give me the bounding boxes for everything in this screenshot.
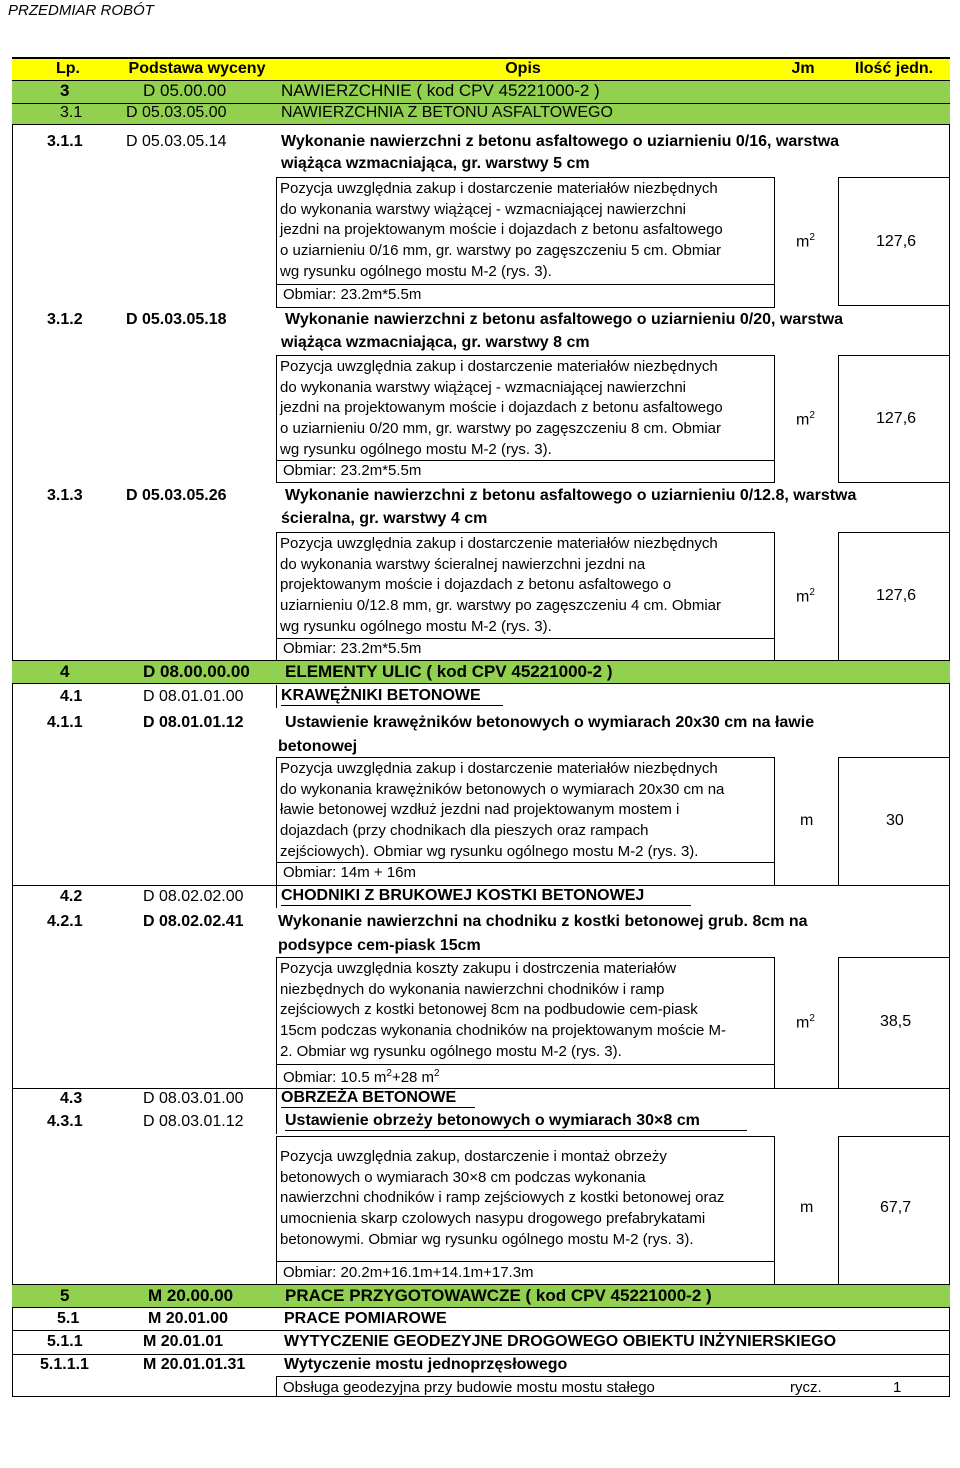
section-title: PRACE PRZYGOTOWAWCZE ( kod CPV 45221000-2 ) (285, 1286, 712, 1305)
subsection-lp: 4.2 (60, 888, 83, 905)
col-header-unit: Jm (791, 60, 815, 77)
position-title: Ustawienie obrzeży betonowych o wymiarach 30×8 cm (285, 1112, 747, 1131)
subsection-lp: 4.3 (60, 1090, 83, 1107)
subsection-title: KRAWĘŻNIKI BETONOWE (281, 687, 503, 706)
obmiar: Obmiar: 23.2m*5.5m (283, 286, 422, 303)
position-description: Pozycja uwzględnia zakup i dostarczenie materiałów niezbędnych do wykonania warstwy ścieralnej nawierzchni jezdni na projektowanym moście i dojazdach z betonu asfaltowego o uziarnieniu 0/12.8 mm, gr. warstwy po zagęszczeniu 4 cm. Obmiar wg rysunku ogólnego mostu M-2 (rys. 3). (280, 535, 722, 635)
subsection-code: M 20.01.01 (143, 1333, 224, 1350)
subsection-title: NAWIERZCHNIA Z BETONU ASFALTOWEGO (281, 104, 613, 121)
position-code: D 05.03.05.18 (126, 311, 227, 328)
section-code: M 20.00.00 (148, 1286, 234, 1305)
position-description: Pozycja uwzględnia zakup i dostarczenie materiałów niezbędnych do wykonania warstwy wiążącej - wzmacniającej nawierzchni jezdni na projektowanym moście i dojazdach z betonu asfaltowego o uziarnieniu 0/16 mm, gr. warstwy po zagęszczeniu 5 cm. Obmiar wg rysunku ogólnego mostu M-2 (rys. 3). (280, 180, 723, 280)
position-title: Wykonanie nawierzchni z betonu asfaltowego o uziarnieniu 0/20, warstwa (285, 311, 844, 328)
position-description: Pozycja uwzględnia koszty zakupu i dostrczenia materiałów niezbędnych do wykonania nawierzchni chodników i ramp zejściowych z kostki betonowej 8cm na podbudowie cem-piask 15cm podczas wykonania chodników na projektowanym moście M- 2. Obmiar wg rysunku ogólnego mostu M-2 (rys. 3). (280, 960, 727, 1060)
section-code: D 05.00.00 (143, 81, 227, 100)
page-title: PRZEDMIAR ROBÓT (8, 2, 154, 19)
col-header-description: Opis (505, 60, 541, 77)
unit-cell: $m^2$ (796, 1013, 815, 1032)
position-description: Pozycja uwzględnia zakup, dostarczenie i montaż obrzeży betonowych o wymiarach 30×8 cm podczas wykonania nawierzchni chodników i ramp zejściowych z kostki betonowej oraz umocnienia skarp czolowych nasypu drogowego prefabrykatami betonowymi. Obmiar wg rysunku ogólnego mostu M-2 (rys. 3). (280, 1148, 725, 1248)
quantity-cell: 127,6 (876, 410, 917, 427)
position-title: Ustawienie krawężników betonowych o wymiarach 20x30 cm na ławie (285, 714, 815, 731)
position-title-cont: podsypce cem-piask 15cm (278, 937, 481, 954)
position-title: Wytyczenie mostu jednoprzęsłowego (284, 1356, 568, 1373)
obmiar: Obmiar: 20.2m+16.1m+14.1m+17.3m (283, 1264, 534, 1281)
section-code: D 08.00.00.00 (143, 662, 250, 681)
obmiar: Obmiar: 23.2m*5.5m (283, 462, 422, 479)
section-lp: 3 (60, 81, 70, 100)
quantity-cell: 127,6 (876, 233, 917, 250)
position-lp: 4.3.1 (47, 1113, 83, 1130)
position-code: M 20.01.01.31 (143, 1356, 246, 1373)
unit-cell: $m^2$ (796, 232, 815, 251)
subsection-lp: 3.1 (60, 104, 83, 121)
obmiar: Obmiar: 23.2m*5.5m (283, 640, 422, 657)
col-header-basis: Podstawa wyceny (128, 60, 266, 77)
position-title: Wykonanie nawierzchni z betonu asfaltowego o uziarnieniu 0/16, warstwa (281, 133, 840, 150)
subsection-code: D 08.02.02.00 (143, 888, 244, 905)
position-description: Pozycja uwzględnia zakup i dostarczenie materiałów niezbędnych do wykonania krawężników betonowych o wymiarach 20x30 cm na ławie betonowej wzdłuż jezdni nad projektowanym mostem i dojazdach (przy chodnikach dla pieszych oraz rampach zejściowych). Obmiar wg rysunku ogólnego mostu M-2 (rys. 3). (280, 760, 725, 860)
subsection-lp: 5.1.1 (47, 1333, 83, 1350)
position-lp: 4.2.1 (47, 913, 83, 930)
section-title: NAWIERZCHNIE ( kod CPV 45221000-2 ) (281, 81, 600, 100)
quantity-cell: 67,7 (880, 1199, 912, 1216)
unit-cell: $m^2$ (796, 410, 815, 429)
section-lp: 4 (60, 662, 70, 681)
subsection-title: WYTYCZENIE GEODEZYJNE DROGOWEGO OBIEKTU INŻYNIERSKIEGO (284, 1333, 837, 1350)
position-description: Obsługa geodezyjna przy budowie mostu mostu stałego (283, 1379, 655, 1396)
subsection-title: CHODNIKI Z BRUKOWEJ KOSTKI BETONOWEJ (281, 887, 691, 906)
position-code: D 08.03.01.12 (143, 1113, 244, 1130)
subsection-code: D 08.01.01.00 (143, 688, 244, 705)
section-title: ELEMENTY ULIC ( kod CPV 45221000-2 ) (285, 662, 613, 681)
position-lp: 4.1.1 (47, 714, 83, 731)
position-title-cont: betonowej (278, 738, 358, 755)
col-header-lp: Lp. (56, 60, 80, 77)
position-lp: 3.1.3 (47, 487, 83, 504)
unit-cell: rycz. (790, 1379, 822, 1396)
position-code: D 08.01.01.12 (143, 714, 244, 731)
position-title-cont: wiążąca wzmacniająca, gr. warstwy 8 cm (281, 334, 590, 351)
position-title-cont: wiążąca wzmacniająca, gr. warstwy 5 cm (281, 155, 590, 172)
subsection-code: D 05.03.05.00 (126, 104, 227, 121)
position-description: Pozycja uwzględnia zakup i dostarczenie materiałów niezbędnych do wykonania warstwy wiążącej - wzmacniającej nawierzchni jezdni na projektowanym moście i dojazdach z betonu asfaltowego o uziarnieniu 0/20 mm, gr. warstwy po zagęszczeniu 8 cm. Obmiar wg rysunku ogólnego mostu M-2 (rys. 3). (280, 358, 723, 458)
subsection-lp: 5.1 (57, 1310, 80, 1327)
unit-cell: m (800, 812, 814, 829)
position-lp: 3.1.2 (47, 311, 83, 328)
position-lp: 5.1.1.1 (40, 1356, 89, 1373)
obmiar: Obmiar: 10.5 $m^2+28$ $m^2$ (283, 1068, 440, 1086)
position-code: D 08.02.02.41 (143, 913, 244, 930)
position-title-cont: ścieralna, gr. warstwy 4 cm (281, 510, 488, 527)
position-title: Wykonanie nawierzchni z betonu asfaltowego o uziarnieniu 0/12.8, warstwa (285, 487, 857, 504)
subsection-code: M 20.01.00 (148, 1310, 229, 1327)
section-lp: 5 (60, 1286, 70, 1305)
position-title: Wykonanie nawierzchni na chodniku z kostki betonowej grub. 8cm na (278, 913, 808, 930)
position-lp: 3.1.1 (47, 133, 83, 150)
position-code: D 05.03.05.26 (126, 487, 227, 504)
quantity-cell: 127,6 (876, 587, 917, 604)
unit-cell: $m^2$ (796, 587, 815, 606)
quantity-cell: 30 (886, 812, 904, 829)
unit-cell: m (800, 1199, 814, 1216)
subsection-title: OBRZEŻA BETONOWE (281, 1089, 475, 1108)
obmiar: Obmiar: 14m + 16m (283, 864, 416, 881)
subsection-lp: 4.1 (60, 688, 83, 705)
quantity-cell: 38,5 (880, 1013, 912, 1030)
subsection-code: D 08.03.01.00 (143, 1090, 244, 1107)
position-code: D 05.03.05.14 (126, 133, 227, 150)
quantity-cell: 1 (893, 1379, 902, 1396)
subsection-title: PRACE POMIAROWE (284, 1310, 447, 1327)
col-header-quantity: Ilość jedn. (854, 60, 934, 77)
